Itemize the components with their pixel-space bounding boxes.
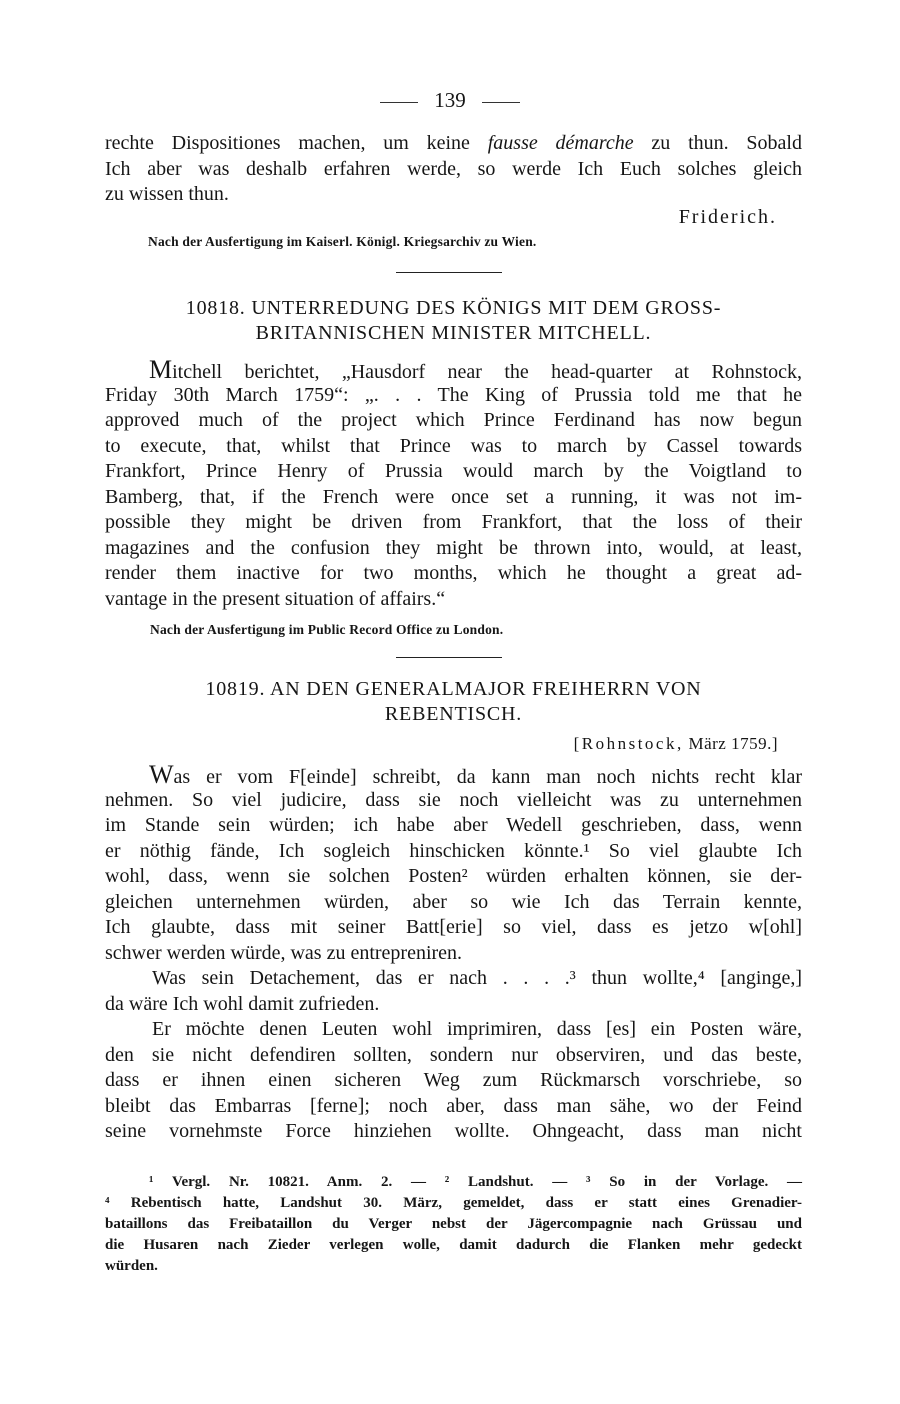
- page-number-rule-right: [482, 102, 520, 103]
- text-line: to execute, that, whilst that Prince was to march by Cassel towards: [105, 434, 802, 457]
- text-line: seine vornehmste Force hinziehen wollte. Ohngeacht, dass man nicht: [105, 1120, 802, 1142]
- text-line: vantage in the present situation of affairs.“: [105, 587, 446, 610]
- text-line: er nöthig fände, Ich sogleich hinschicken könnte.¹ So viel glaubte Ich: [105, 839, 802, 862]
- text-line: Was er vom F[einde] schreibt, da kann man noch nichts recht klar: [149, 760, 802, 789]
- entry-10818-heading: 10818. UNTERREDUNG DES KÖNIGS MIT DEM GROSS- BRITANNISCHEN MINISTER MITCHELL.: [185, 297, 722, 344]
- page-number-rule-left: [380, 102, 418, 103]
- page-number: 139: [0, 88, 900, 113]
- footnotes: [105, 1172, 802, 1277]
- text-line: Er möchte denen Leuten wohl imprimiren, dass [es] ein Posten wäre,: [152, 1018, 802, 1040]
- text-line: den sie nicht defendiren sollten, sondern nur observiren, und das beste,: [105, 1043, 802, 1066]
- text-line: possible they might be driven from Frankfort, that the loss of their: [105, 511, 802, 533]
- text-line: Mitchell berichtet, „Hausdorf near the head-quarter at Rohnstock,: [149, 355, 802, 384]
- text-line: Ich aber was deshalb erfahren werde, so werde Ich Euch solches gleich: [105, 157, 802, 180]
- entry-10819-text: [105, 762, 802, 1145]
- text-line: render them inactive for two months, which he thought a great ad-: [105, 562, 802, 584]
- footnote-line: ¹ Vergl. Nr. 10821. Anm. 2. — ² Landshut. — ³ So in der Vorlage. —: [149, 1174, 802, 1190]
- text-line: Was sein Detachement, das er nach . . . .³ thun wollte,⁴ [anginge,]: [152, 967, 802, 989]
- entry-10819-heading: 10819. AN DEN GENERALMAJOR FREIHERRN VON REBENTISCH.: [205, 678, 702, 725]
- text-line: gleichen unternehmen würden, aber so wie Ich das Terrain kennte,: [105, 890, 802, 913]
- footnote-line: die Husaren nach Zieder verlegen wolle, damit dadurch die Flanken mehr gedeckt: [105, 1237, 802, 1253]
- text-line: bleibt das Embarras [ferne]; noch aber, dass man sähe, wo der Feind: [105, 1094, 802, 1117]
- text-line: dass er ihnen einen sicheren Weg zum Rückmarsch vorschriebe, so: [105, 1069, 802, 1091]
- text-line: Frankfort, Prince Henry of Prussia would march by the Voigtland to: [105, 460, 802, 482]
- text-line: rechte Dispositiones machen, um keine fausse démarche zu thun. Sobald: [105, 132, 802, 154]
- text-line: da wäre Ich wohl damit zufrieden.: [105, 992, 380, 1015]
- section-divider: [396, 657, 502, 658]
- footnote-line: bataillons das Freibataillon du Verger nebst der Jägercompagnie nach Grüssau und: [105, 1216, 802, 1232]
- text-line: zu wissen thun.: [105, 183, 229, 205]
- footnote-line: würden.: [105, 1258, 158, 1274]
- signature: Friderich.: [678, 206, 777, 228]
- text-line: nehmen. So viel judicire, dass sie noch vielleicht was zu unternehmen: [105, 788, 802, 811]
- text-line: Ich glaubte, dass mit seiner Batt[erie] so viel, dass es jetzo w[ohl]: [105, 916, 802, 938]
- text-line: approved much of the project which Prince Ferdinand has now begun: [105, 409, 802, 431]
- text-line: Friday 30th March 1759“: „. . . The King of Prussia told me that he: [105, 383, 802, 406]
- text-line: im Stande sein würden; ich habe aber Wedell geschrieben, dass, wenn: [105, 814, 802, 836]
- text-line: magazines and the confusion they might be thrown into, would, at least,: [105, 536, 802, 559]
- prev-letter-text: [105, 131, 802, 208]
- section-divider: [396, 272, 502, 273]
- source-note: Nach der Ausfertigung im Kaiserl. Königl. Kriegsarchiv zu Wien.: [148, 234, 537, 249]
- text-line: wohl, dass, wenn sie solchen Posten² würden erhalten können, sie der-: [105, 865, 802, 887]
- text-line: schwer werden würde, was zu entrepreniren.: [105, 941, 463, 964]
- dateline: [Rohnstock, März 1759.]: [573, 734, 778, 753]
- entry-10818-text: [105, 357, 802, 612]
- source-note: Nach der Ausfertigung im Public Record Office zu London.: [150, 622, 504, 637]
- footnote-line: ⁴ Rebentisch hatte, Landshut 30. März, gemeldet, dass er statt eines Grenadier-: [105, 1195, 802, 1211]
- text-line: Bamberg, that, if the French were once set a running, it was not im-: [105, 485, 802, 508]
